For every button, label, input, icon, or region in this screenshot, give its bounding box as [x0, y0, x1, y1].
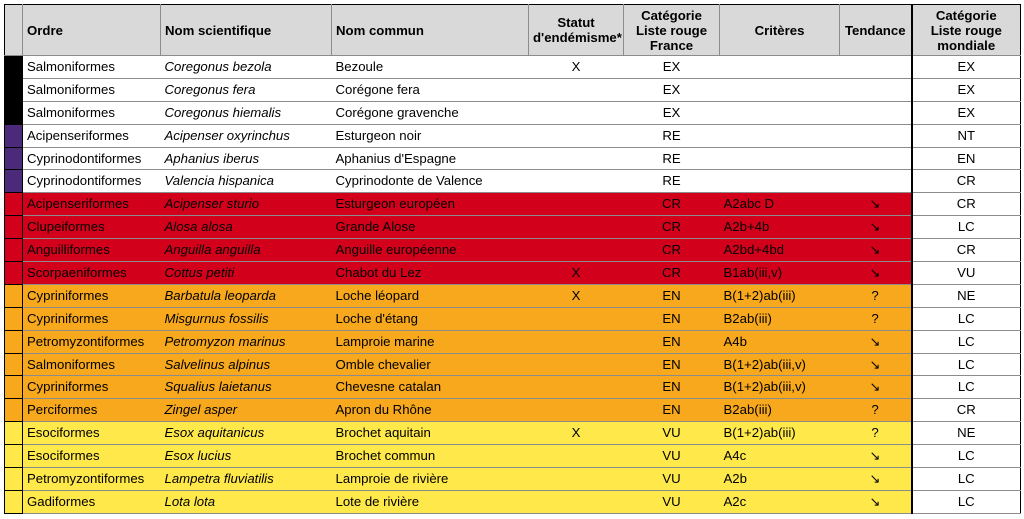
cell-statut-endemisme [529, 193, 624, 216]
cell-criteres: B(1+2)ab(iii) [720, 422, 840, 445]
category-color-marker [5, 170, 23, 193]
cell-nom-scientifique: Misgurnus fossilis [161, 307, 332, 330]
color-key-header [5, 5, 23, 56]
cell-criteres: A4b [720, 330, 840, 353]
cell-categorie-france: VU [624, 468, 720, 491]
cell-nom-scientifique: Coregonus fera [161, 78, 332, 101]
cell-nom-scientifique: Zingel asper [161, 399, 332, 422]
cell-categorie-france: RE [624, 170, 720, 193]
header-cat-world-line3: mondiale [937, 37, 996, 53]
cell-criteres: B1ab(iii,v) [720, 262, 840, 285]
header-statut-line1: Statut [557, 15, 595, 30]
cell-tendance: ? [840, 399, 912, 422]
cell-categorie-france: EN [624, 307, 720, 330]
cell-ordre: Scorpaeniformes [23, 262, 161, 285]
table-row [5, 170, 1021, 193]
cell-nom-commun: Loche léopard [332, 284, 529, 307]
cell-statut-endemisme: X [529, 422, 624, 445]
category-color-marker [5, 262, 23, 285]
cell-nom-commun: Chabot du Lez [332, 262, 529, 285]
table-row [5, 101, 1021, 124]
cell-statut-endemisme: X [529, 56, 624, 79]
cell-nom-scientifique: Barbatula leoparda [161, 284, 332, 307]
cell-nom-scientifique: Coregonus bezola [161, 56, 332, 79]
table-row [5, 468, 1021, 491]
cell-categorie-france: EN [624, 399, 720, 422]
cell-tendance: ↘ [840, 262, 912, 285]
cell-categorie-mondiale: NE [912, 422, 1021, 445]
cell-categorie-france: CR [624, 216, 720, 239]
cell-categorie-mondiale: LC [912, 468, 1021, 491]
cell-ordre: Salmoniformes [23, 78, 161, 101]
cell-tendance: ? [840, 284, 912, 307]
cell-tendance [840, 170, 912, 193]
cell-statut-endemisme [529, 307, 624, 330]
cell-categorie-mondiale: EX [912, 101, 1021, 124]
cell-tendance: ↘ [840, 468, 912, 491]
cell-categorie-mondiale: NE [912, 284, 1021, 307]
cell-statut-endemisme [529, 399, 624, 422]
cell-statut-endemisme [529, 239, 624, 262]
cell-criteres [720, 101, 840, 124]
cell-ordre: Anguilliformes [23, 239, 161, 262]
category-color-marker [5, 422, 23, 445]
table-row [5, 445, 1021, 468]
cell-categorie-mondiale: LC [912, 307, 1021, 330]
category-color-marker [5, 124, 23, 147]
cell-ordre: Salmoniformes [23, 353, 161, 376]
table-row [5, 330, 1021, 353]
cell-categorie-france: RE [624, 147, 720, 170]
cell-criteres: B(1+2)ab(iii,v) [720, 353, 840, 376]
cell-ordre: Perciformes [23, 399, 161, 422]
cell-criteres [720, 124, 840, 147]
cell-criteres [720, 78, 840, 101]
category-color-marker [5, 239, 23, 262]
table-row [5, 56, 1021, 79]
cell-statut-endemisme [529, 170, 624, 193]
cell-tendance [840, 78, 912, 101]
cell-categorie-mondiale: LC [912, 216, 1021, 239]
cell-ordre: Cypriniformes [23, 307, 161, 330]
cell-statut-endemisme: X [529, 262, 624, 285]
cell-categorie-mondiale: CR [912, 170, 1021, 193]
cell-ordre: Acipenseriformes [23, 193, 161, 216]
cell-categorie-france: EX [624, 101, 720, 124]
cell-criteres: A2b [720, 468, 840, 491]
cell-tendance [840, 56, 912, 79]
cell-categorie-mondiale: NT [912, 124, 1021, 147]
cell-ordre: Esociformes [23, 422, 161, 445]
cell-nom-commun: Cyprinodonte de Valence [332, 170, 529, 193]
cell-categorie-mondiale: LC [912, 376, 1021, 399]
cell-nom-commun: Loche d'étang [332, 307, 529, 330]
cell-categorie-france: CR [624, 193, 720, 216]
header-statut-endemisme [529, 5, 624, 56]
cell-nom-scientifique: Lampetra fluviatilis [161, 468, 332, 491]
cell-ordre: Cypriniformes [23, 376, 161, 399]
cell-ordre: Clupeiformes [23, 216, 161, 239]
cell-criteres: A2c [720, 490, 840, 513]
cell-nom-commun: Brochet aquitain [332, 422, 529, 445]
cell-criteres: A2bd+4bd [720, 239, 840, 262]
cell-criteres: A2b+4b [720, 216, 840, 239]
cell-categorie-mondiale: LC [912, 445, 1021, 468]
cell-criteres: A2abc D [720, 193, 840, 216]
table-row [5, 376, 1021, 399]
cell-tendance [840, 101, 912, 124]
header-nom-commun: Nom commun [332, 5, 529, 56]
cell-nom-scientifique: Salvelinus alpinus [161, 353, 332, 376]
header-cat-world-line1: Catégorie [935, 7, 997, 23]
cell-statut-endemisme [529, 101, 624, 124]
cell-tendance: ↘ [840, 376, 912, 399]
category-color-marker [5, 284, 23, 307]
table-row [5, 490, 1021, 513]
header-cat-fr-line1: Catégorie [641, 7, 702, 23]
category-color-marker [5, 193, 23, 216]
cell-ordre: Esociformes [23, 445, 161, 468]
cell-nom-commun: Aphanius d'Espagne [332, 147, 529, 170]
cell-categorie-mondiale: VU [912, 262, 1021, 285]
cell-tendance: ↘ [840, 445, 912, 468]
header-ordre: Ordre [23, 5, 161, 56]
table-row [5, 78, 1021, 101]
cell-tendance: ↘ [840, 193, 912, 216]
cell-tendance: ↘ [840, 216, 912, 239]
cell-ordre: Salmoniformes [23, 101, 161, 124]
cell-statut-endemisme [529, 147, 624, 170]
cell-ordre: Cypriniformes [23, 284, 161, 307]
cell-tendance: ? [840, 307, 912, 330]
cell-nom-commun: Lamproie marine [332, 330, 529, 353]
cell-nom-commun: Apron du Rhône [332, 399, 529, 422]
cell-ordre: Salmoniformes [23, 56, 161, 79]
header-cat-fr-line2: Liste rouge [635, 22, 708, 38]
cell-criteres [720, 147, 840, 170]
header-tendance: Tendance [840, 5, 912, 56]
cell-categorie-mondiale: CR [912, 193, 1021, 216]
cell-nom-commun: Corégone gravenche [332, 101, 529, 124]
cell-statut-endemisme [529, 490, 624, 513]
cell-categorie-mondiale: EN [912, 147, 1021, 170]
table-row [5, 262, 1021, 285]
cell-tendance [840, 124, 912, 147]
category-color-marker [5, 330, 23, 353]
cell-categorie-mondiale: EX [912, 78, 1021, 101]
cell-statut-endemisme [529, 376, 624, 399]
cell-nom-commun: Grande Alose [332, 216, 529, 239]
cell-tendance: ↘ [840, 490, 912, 513]
cell-criteres: B2ab(iii) [720, 307, 840, 330]
cell-categorie-mondiale: CR [912, 239, 1021, 262]
cell-ordre: Cyprinodontiformes [23, 170, 161, 193]
cell-statut-endemisme [529, 330, 624, 353]
header-criteres: Critères [720, 5, 840, 56]
cell-tendance: ↘ [840, 330, 912, 353]
table-row [5, 399, 1021, 422]
cell-categorie-france: EN [624, 330, 720, 353]
cell-ordre: Gadiformes [23, 490, 161, 513]
cell-nom-scientifique: Lota lota [161, 490, 332, 513]
cell-statut-endemisme [529, 124, 624, 147]
cell-categorie-mondiale: LC [912, 330, 1021, 353]
table-row [5, 284, 1021, 307]
cell-nom-scientifique: Alosa alosa [161, 216, 332, 239]
table-row [5, 353, 1021, 376]
table-row [5, 422, 1021, 445]
cell-criteres: A4c [720, 445, 840, 468]
cell-nom-commun: Corégone fera [332, 78, 529, 101]
cell-ordre: Petromyzontiformes [23, 330, 161, 353]
category-color-marker [5, 468, 23, 491]
category-color-marker [5, 399, 23, 422]
cell-nom-commun: Omble chevalier [332, 353, 529, 376]
cell-categorie-france: RE [624, 124, 720, 147]
cell-statut-endemisme [529, 353, 624, 376]
cell-ordre: Acipenseriformes [23, 124, 161, 147]
cell-ordre: Petromyzontiformes [23, 468, 161, 491]
cell-criteres: B(1+2)ab(iii) [720, 284, 840, 307]
cell-tendance: ↘ [840, 353, 912, 376]
cell-statut-endemisme: X [529, 284, 624, 307]
category-color-marker [5, 490, 23, 513]
cell-nom-commun: Lamproie de rivière [332, 468, 529, 491]
cell-nom-commun: Brochet commun [332, 445, 529, 468]
red-list-table-container [4, 4, 1020, 514]
header-categorie-france [624, 5, 720, 56]
cell-criteres: B2ab(iii) [720, 399, 840, 422]
category-color-marker [5, 216, 23, 239]
table-row [5, 124, 1021, 147]
cell-categorie-france: VU [624, 422, 720, 445]
category-color-marker [5, 307, 23, 330]
cell-nom-commun: Esturgeon noir [332, 124, 529, 147]
cell-nom-scientifique: Squalius laietanus [161, 376, 332, 399]
cell-nom-commun: Esturgeon européen [332, 193, 529, 216]
cell-tendance [840, 147, 912, 170]
category-color-marker [5, 445, 23, 468]
table-row [5, 239, 1021, 262]
cell-nom-scientifique: Cottus petiti [161, 262, 332, 285]
header-categorie-mondiale [912, 5, 1021, 56]
table-row [5, 193, 1021, 216]
cell-categorie-mondiale: EX [912, 56, 1021, 79]
cell-categorie-france: CR [624, 262, 720, 285]
cell-statut-endemisme [529, 468, 624, 491]
cell-tendance: ? [840, 422, 912, 445]
cell-nom-scientifique: Acipenser oxyrinchus [161, 124, 332, 147]
cell-criteres: B(1+2)ab(iii,v) [720, 376, 840, 399]
cell-categorie-france: EN [624, 284, 720, 307]
cell-statut-endemisme [529, 445, 624, 468]
category-color-marker [5, 101, 23, 124]
cell-nom-scientifique: Valencia hispanica [161, 170, 332, 193]
header-cat-fr-line3: France [649, 37, 694, 53]
cell-statut-endemisme [529, 216, 624, 239]
cell-categorie-mondiale: LC [912, 353, 1021, 376]
cell-nom-scientifique: Petromyzon marinus [161, 330, 332, 353]
table-row [5, 147, 1021, 170]
table-body [5, 56, 1021, 514]
cell-categorie-france: EN [624, 376, 720, 399]
table-header [5, 5, 1021, 56]
cell-criteres [720, 170, 840, 193]
table-row [5, 216, 1021, 239]
cell-categorie-mondiale: CR [912, 399, 1021, 422]
header-statut-line2: d'endémisme* [533, 30, 622, 45]
category-color-marker [5, 353, 23, 376]
cell-nom-scientifique: Aphanius iberus [161, 147, 332, 170]
table-row [5, 307, 1021, 330]
cell-nom-scientifique: Coregonus hiemalis [161, 101, 332, 124]
category-color-marker [5, 376, 23, 399]
cell-categorie-france: VU [624, 490, 720, 513]
cell-criteres [720, 56, 840, 79]
cell-categorie-france: EX [624, 56, 720, 79]
cell-nom-scientifique: Acipenser sturio [161, 193, 332, 216]
cell-nom-scientifique: Esox aquitanicus [161, 422, 332, 445]
header-nom-scientifique: Nom scientifique [161, 5, 332, 56]
cell-categorie-france: CR [624, 239, 720, 262]
cell-nom-commun: Anguille européenne [332, 239, 529, 262]
cell-ordre: Cyprinodontiformes [23, 147, 161, 170]
cell-nom-scientifique: Anguilla anguilla [161, 239, 332, 262]
cell-categorie-mondiale: LC [912, 490, 1021, 513]
cell-categorie-france: VU [624, 445, 720, 468]
header-cat-world-line2: Liste rouge [930, 22, 1002, 38]
cell-nom-scientifique: Esox lucius [161, 445, 332, 468]
red-list-table [4, 4, 1021, 514]
cell-nom-commun: Lote de rivière [332, 490, 529, 513]
cell-nom-commun: Chevesne catalan [332, 376, 529, 399]
cell-nom-commun: Bezoule [332, 56, 529, 79]
cell-categorie-france: EX [624, 78, 720, 101]
cell-tendance: ↘ [840, 239, 912, 262]
cell-statut-endemisme [529, 78, 624, 101]
category-color-marker [5, 78, 23, 101]
category-color-marker [5, 56, 23, 79]
cell-categorie-france: EN [624, 353, 720, 376]
category-color-marker [5, 147, 23, 170]
